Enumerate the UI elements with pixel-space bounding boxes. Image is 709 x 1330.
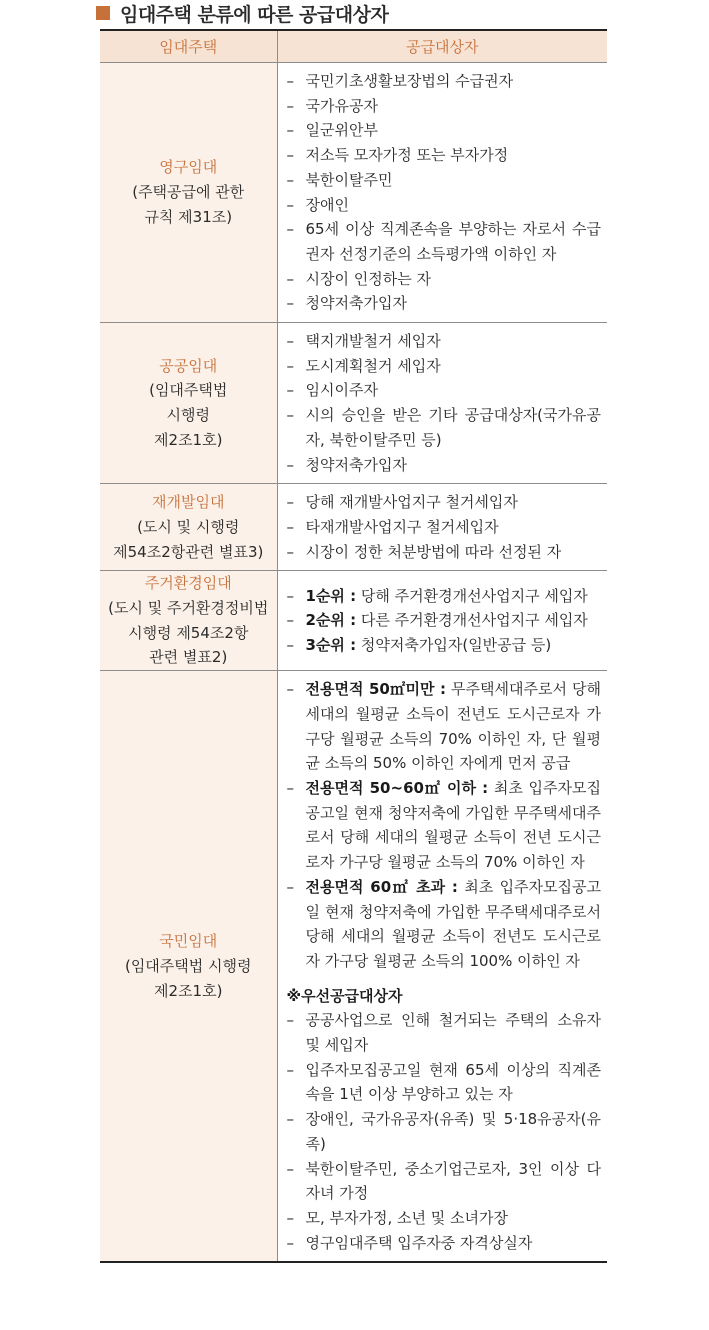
table-row [100, 63, 607, 323]
list-item: – 타재개발사업지구 철거세입자 [287, 515, 602, 540]
page-title [96, 0, 388, 26]
list-item: – 시의 승인을 받은 기타 공급대상자(국가유공자, 북한이탈주민 등) [287, 403, 602, 452]
table-row [100, 323, 607, 484]
area-text: 최초 입주자모집공고일 현재 청약저축에 가입한 무주택세대주로서 당해 세대의 월평균 소득이 전년도 도시근로자 가구당 월평균 소득의 100% 이하인 자 [305, 877, 601, 970]
table-header-row [100, 30, 607, 63]
list-item: – 장애인 [287, 193, 602, 218]
rental-housing-table [100, 29, 607, 1263]
header-housing-type: 임대주택 [100, 30, 277, 63]
category-name: 공공임대 [159, 356, 218, 375]
page-title-text: 임대주택 분류에 따른 공급대상자 [120, 3, 389, 26]
category-law: 관련 별표2) [149, 648, 228, 667]
list-item: – 저소득 모자가정 또는 부자가정 [287, 143, 602, 168]
category-name: 영구임대 [159, 158, 218, 177]
area-text: 무주택세대주로서 당해 세대의 월평균 소득이 전년도 도시근로자 가구당 월평균 소득의 70% 이하인 자, 단 월평균 소득의 50% 이하인 자에게 먼저 공급 [305, 680, 602, 773]
category-name: 국민임대 [159, 932, 218, 951]
recipients-cell [277, 671, 607, 1263]
category-cell [100, 323, 277, 484]
list-item: – 입주자모집공고일 현재 65세 이상의 직계존속을 1년 이상 부양하고 있는 자 [287, 1058, 602, 1107]
list-item: – 당해 재개발사업지구 철거세입자 [287, 490, 602, 515]
table-row [100, 571, 607, 671]
list-item: – 북한이탈주민, 중소기업근로자, 3인 이상 다자녀 가정 [287, 1157, 602, 1206]
category-cell [100, 484, 277, 571]
list-item: – 도시계획철거 세입자 [287, 354, 602, 379]
category-law: (주택공급에 관한 [132, 183, 245, 202]
category-law: 제54조2항관련 별표3) [113, 542, 264, 561]
list-item: – 시장이 정한 처분방법에 따라 선정된 자 [287, 540, 602, 565]
recipients-cell [277, 63, 607, 323]
list-item: – 모, 부자가정, 소년 및 소녀가장 [287, 1206, 602, 1231]
list-item: – 북한이탈주민 [287, 168, 602, 193]
priority-text: 당해 주거환경개선사업지구 세입자 [356, 586, 588, 605]
category-cell [100, 63, 277, 323]
list-item: – 택지개발철거 세입자 [287, 329, 602, 354]
recipients-cell [277, 323, 607, 484]
list-item [287, 584, 602, 609]
category-name: 재개발임대 [152, 493, 225, 512]
list-item: – 청약저축가입자 [287, 453, 602, 478]
table-row [100, 484, 607, 571]
area-text: 최초 입주자모집공고일 현재 청약저축에 가입한 무주택세대주로서 당해 세대의 월평균 소득이 전년 도시근로자 가구당 월평균 소득의 70% 이하인 자 [305, 778, 601, 872]
category-law: 제2조1호) [154, 430, 223, 449]
list-item [287, 633, 602, 658]
category-law: (도시 및 주거환경정비법 [108, 599, 269, 618]
table-row [100, 671, 607, 1263]
category-law: 시행령 [166, 406, 210, 425]
priority-text: 청약저축가입자(일반공급 등) [356, 636, 552, 655]
priority-label: 2순위 : [305, 611, 357, 630]
list-item: – 장애인, 국가유공자(유족) 및 5·18유공자(유족) [287, 1107, 602, 1156]
list-item [287, 608, 602, 633]
category-law: 규칙 제31조) [144, 207, 233, 226]
category-name: 주거환경임대 [144, 574, 232, 593]
header-eligible-recipients: 공급대상자 [277, 30, 607, 63]
category-law: (도시 및 시행령 [137, 517, 240, 536]
list-item: – 임시이주자 [287, 378, 602, 403]
priority-label: 1순위 : [305, 586, 357, 605]
list-item [287, 875, 602, 974]
list-item: – 일군위안부 [287, 118, 602, 143]
list-item: – 국가유공자 [287, 94, 602, 119]
category-cell [100, 571, 277, 671]
area-label: 전용면적 50㎡미만 : [305, 680, 446, 699]
list-item: – 65세 이상 직계존속을 부양하는 자로서 수급권자 선정기준의 소득평가액 이하인 자 [287, 217, 602, 266]
recipients-cell [277, 484, 607, 571]
list-item: – 국민기초생활보장법의 수급권자 [287, 69, 602, 94]
priority-text: 다른 주거환경개선사업지구 세입자 [356, 611, 588, 630]
priority-label: 3순위 : [305, 636, 357, 655]
list-item: – 청약저축가입자 [287, 291, 602, 316]
category-law: 제2조1호) [154, 981, 223, 1000]
category-law: (임대주택법 [149, 381, 228, 400]
list-item [287, 677, 602, 776]
priority-supply-heading: ※우선공급대상자 [286, 986, 403, 1005]
area-label: 전용면적 50~60㎡ 이하 : [305, 778, 489, 797]
recipients-cell [277, 571, 607, 671]
category-law: (임대주택법 시행령 [124, 956, 252, 975]
area-label: 전용면적 60㎡ 초과 : [305, 877, 458, 896]
category-cell [100, 671, 277, 1263]
list-item: – 공공사업으로 인해 철거되는 주택의 소유자 및 세입자 [287, 1008, 602, 1057]
list-item [287, 776, 602, 875]
category-law: 시행령 제54조2항 [128, 623, 249, 642]
list-item: – 영구임대주택 입주자중 자격상실자 [287, 1231, 602, 1256]
square-bullet-icon [96, 6, 110, 20]
list-item: – 시장이 인정하는 자 [287, 267, 602, 292]
